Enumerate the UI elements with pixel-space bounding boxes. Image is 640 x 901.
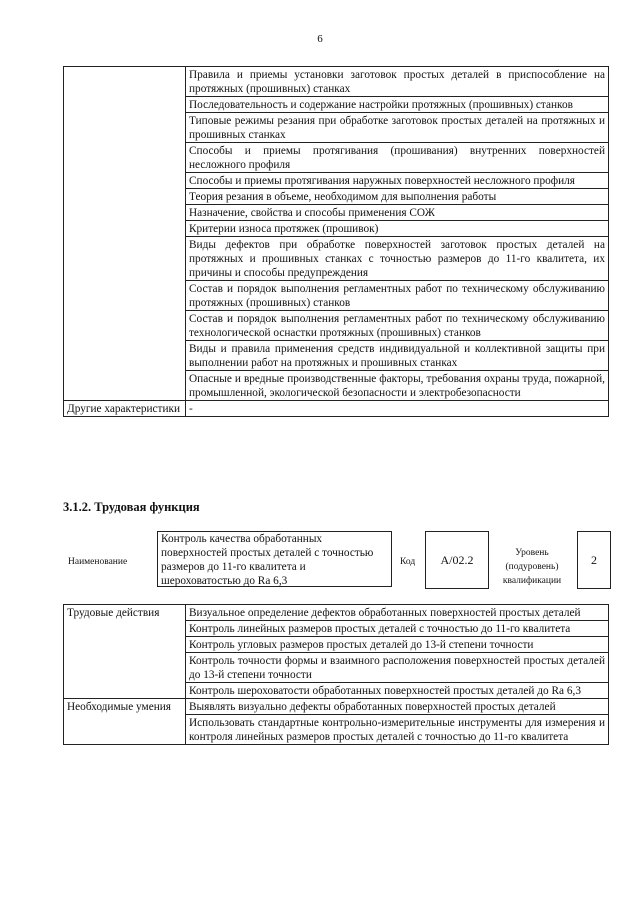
knowledge-item: Способы и приемы протягивания наружных поверхностей несложного профиля xyxy=(186,173,609,189)
knowledge-item: Правила и приемы установки заготовок простых деталей в приспособление на протяжных (прошивных) станках xyxy=(186,67,609,97)
group-item: Контроль шероховатости обработанных поверхностей простых деталей до Ra 6,3 xyxy=(186,683,609,699)
function-code-box xyxy=(425,531,489,589)
knowledge-table xyxy=(63,66,609,417)
labor-actions-table xyxy=(63,604,609,745)
code-label: Код xyxy=(400,557,416,567)
group-label: Необходимые умения xyxy=(64,699,186,745)
knowledge-item: Последовательность и содержание настройки протяжных (прошивных) станков xyxy=(186,97,609,113)
page-number: 6 xyxy=(317,33,323,45)
level-value: 2 xyxy=(591,553,597,567)
knowledge-item: Типовые режимы резания при обработке заготовок простых деталей на протяжных и прошивных станках xyxy=(186,113,609,143)
knowledge-item: Состав и порядок выполнения регламентных работ по техническому обслуживанию технологической оснастки протяжных (прошивных) станков xyxy=(186,311,609,341)
knowledge-item: - xyxy=(186,401,609,417)
function-name-value: Контроль качества обработанных поверхностей простых деталей с точностью размеров до 11-го квалитета и шероховатостью до Ra 6,3 xyxy=(161,533,374,587)
group-item: Контроль угловых размеров простых деталей до 13-й степени точности xyxy=(186,637,609,653)
group-item: Контроль линейных размеров простых деталей с точностью до 11-го квалитета xyxy=(186,621,609,637)
function-name-box xyxy=(157,531,392,587)
knowledge-item: Состав и порядок выполнения регламентных работ по техническому обслуживанию протяжных (прошивных) станков xyxy=(186,281,609,311)
group-label: Трудовые действия xyxy=(64,605,186,699)
table-row xyxy=(64,67,609,97)
knowledge-item: Критерии износа протяжек (прошивок) xyxy=(186,221,609,237)
row-label: Другие характеристики xyxy=(64,401,186,417)
left-cell xyxy=(64,67,186,401)
group-item: Контроль точности формы и взаимного расположения поверхностей простых деталей до 13-й степени точности xyxy=(186,653,609,683)
knowledge-item: Способы и приемы протягивания (прошивания) внутренних поверхностей несложного профиля xyxy=(186,143,609,173)
section-heading: 3.1.2. Трудовая функция xyxy=(63,500,200,514)
group-item: Использовать стандартные контрольно-измерительные инструменты для измерения и контроля линейных размеров простых деталей с точностью до 11-го квалитета xyxy=(186,715,609,745)
name-label: Наименование xyxy=(68,557,128,567)
table-row xyxy=(64,699,609,715)
knowledge-item: Виды дефектов при обработке поверхностей заготовок простых деталей на протяжных и прошивных станках с точностью размеров до 11-го квалитета, их причины и способы предупреждения xyxy=(186,237,609,281)
function-code-value: A/02.2 xyxy=(440,553,474,567)
knowledge-item: Теория резания в объеме, необходимом для выполнения работы xyxy=(186,189,609,205)
table-row xyxy=(64,605,609,621)
knowledge-item: Опасные и вредные производственные факторы, требования охраны труда, пожарной, промышленной, экологической безопасности и электробезопасности xyxy=(186,371,609,401)
table-row xyxy=(64,401,609,417)
knowledge-item: Назначение, свойства и способы применения СОЖ xyxy=(186,205,609,221)
knowledge-item: Виды и правила применения средств индивидуальной и коллективной защиты при выполнении работ на протяжных и прошивных станках xyxy=(186,341,609,371)
group-item: Визуальное определение дефектов обработанных поверхностей простых деталей xyxy=(186,605,609,621)
group-item: Выявлять визуально дефекты обработанных поверхностей простых деталей xyxy=(186,699,609,715)
level-label: Уровень (подуровень) квалификации xyxy=(502,548,562,586)
level-box xyxy=(577,531,611,589)
